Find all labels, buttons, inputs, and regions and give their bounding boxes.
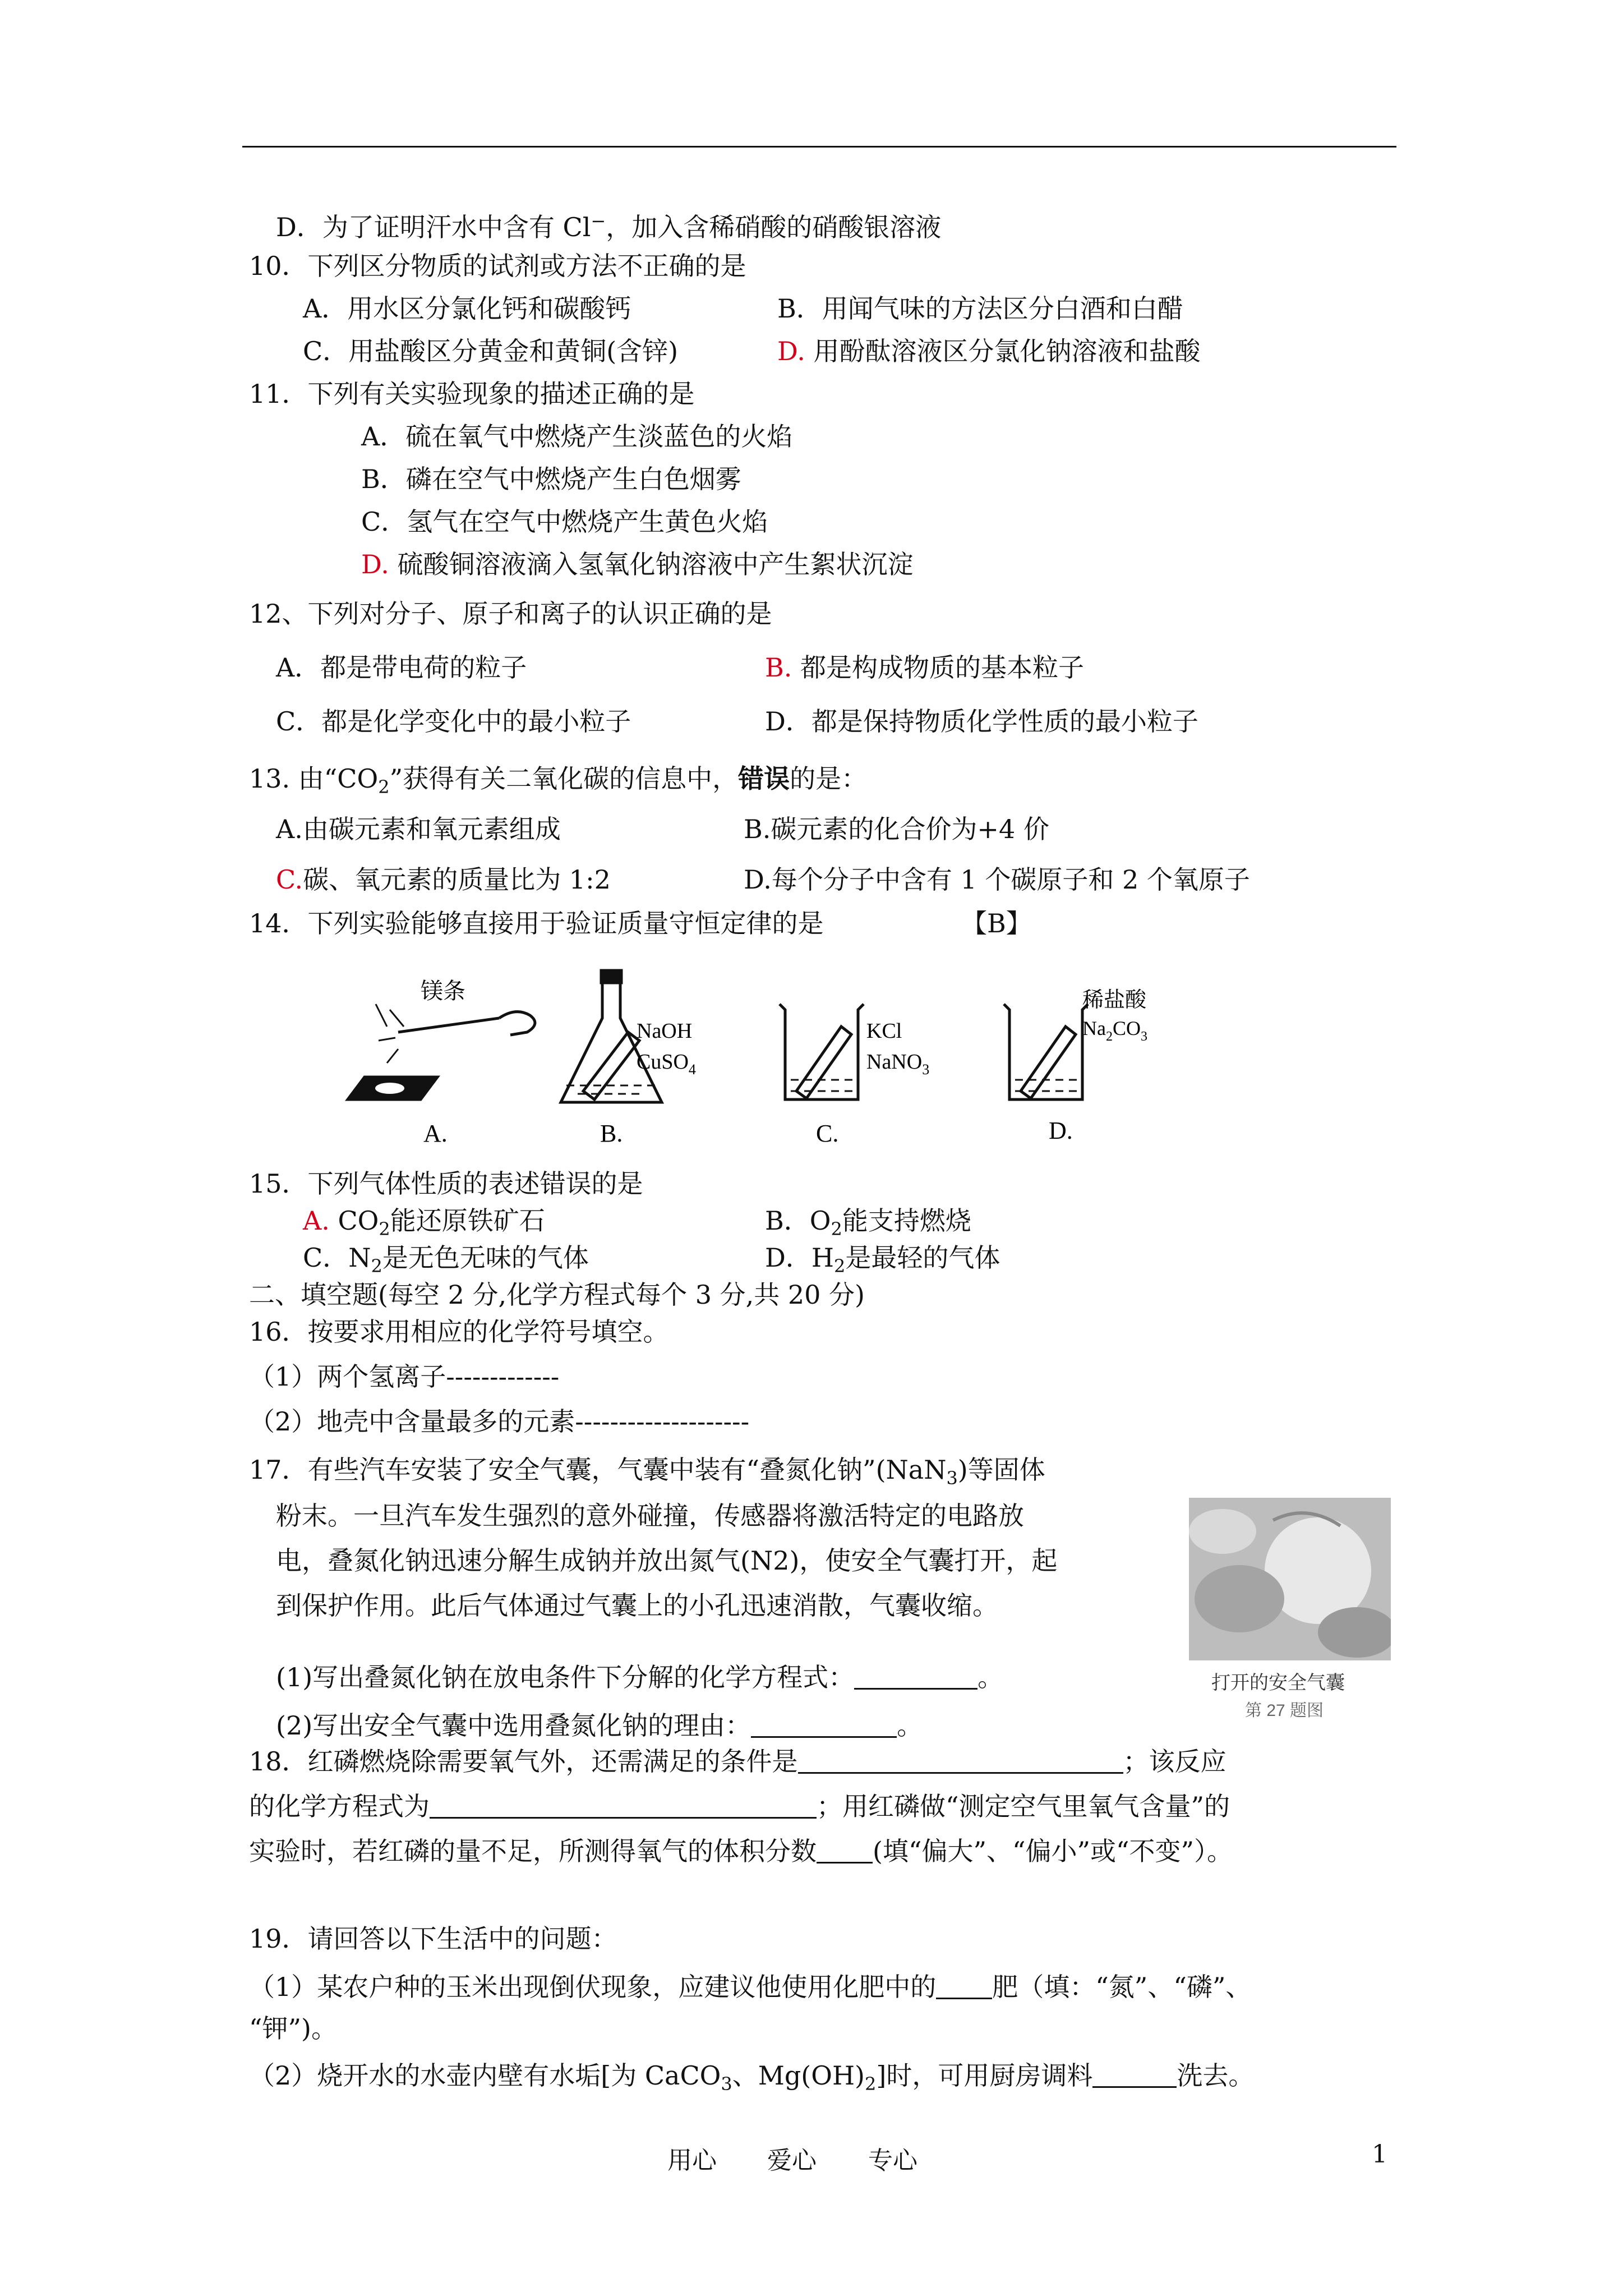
footer-motto-1: 用心	[667, 2146, 717, 2175]
q11-option-c: C．氢气在空气中燃烧产生黄色火焰	[361, 507, 768, 537]
apparatus-a-label: A.	[423, 1120, 448, 1147]
apparatus-a	[348, 1004, 535, 1099]
q14-stem: 14．下列实验能够直接用于验证质量守恒定律的是	[249, 908, 824, 938]
q10-option-a: A．用水区分氯化钙和碳酸钙	[303, 293, 631, 324]
q17-line1: 17．有些汽车安装了安全气囊，气囊中装有“叠氮化钠”(NaN$_3$)等固体	[249, 1455, 1045, 1489]
apparatus-d	[1004, 1004, 1088, 1099]
q13-option-a: A.由碳元素和氧元素组成	[276, 814, 561, 844]
apparatus-c-text2: NaNO$_3$	[866, 1050, 930, 1078]
q19-part1-cont: “钾”)。	[249, 2013, 337, 2044]
q17-line3: 电，叠氮化钠迅速分解生成钠并放出氮气(N2)，使安全气囊打开，起	[276, 1545, 1058, 1576]
q13-stem: 13. 由“$CO_2$”获得有关二氧化碳的信息中，错误的是：	[249, 763, 868, 798]
airbag-image	[1189, 1498, 1391, 1660]
q11-stem: 11．下列有关实验现象的描述正确的是	[249, 379, 695, 409]
page-number: 1	[1372, 2140, 1387, 2169]
q17-line2: 粉末。一旦汽车发生强烈的意外碰撞，传感器将激活特定的电路放	[276, 1501, 1024, 1531]
apparatus-b-label: B.	[600, 1120, 623, 1147]
footer-motto-3: 专心	[868, 2146, 917, 2175]
q10-option-d: D. 用酚酞溶液区分氯化钠溶液和盐酸	[777, 336, 1201, 366]
q19-part2: （2）烧开水的水壶内壁有水垢[为 CaCO$_3$、$Mg(OH)_2$]时，可用厨房调料 洗去。	[249, 2060, 1255, 2095]
apparatus-a-text: 镁条	[421, 978, 465, 1004]
q12-stem: 12、下列对分子、原子和离子的认识正确的是	[249, 599, 772, 629]
q19-part1: （1）某农户种的玉米出现倒伏现象，应建议他使用化肥中的 肥（填：“氮”、“磷”、	[249, 1972, 1252, 2002]
q10-stem: 10．下列区分物质的试剂或方法不正确的是	[249, 251, 746, 281]
apparatus-d-text2: $Na_2CO_3$	[1082, 1017, 1147, 1044]
q13-option-c: C.碳、氧元素的质量比为 1:2	[276, 864, 611, 895]
q10-option-c: C．用盐酸区分黄金和黄铜(含锌)	[303, 336, 679, 366]
q12-option-d: D．都是保持物质化学性质的最小粒子	[765, 706, 1198, 737]
apparatus-b-text2: CuSO$_4$	[637, 1050, 696, 1078]
q16-part1: （1）两个氢离子-------------	[249, 1361, 560, 1392]
apparatus-c-label: C.	[816, 1120, 839, 1147]
q15-option-c: C．$N_2$是无色无味的气体	[303, 1243, 589, 1277]
q11-option-a: A．硫在氧气中燃烧产生淡蓝色的火焰	[361, 421, 793, 452]
q14-answer: 【B】	[961, 908, 1032, 938]
q15-option-d: D．$H_2$是最轻的气体	[765, 1243, 1000, 1277]
q13-option-b: B.碳元素的化合价为+4 价	[744, 814, 1049, 844]
q15-option-a: A. $CO_2$能还原铁矿石	[303, 1205, 545, 1240]
q12-option-c: C．都是化学变化中的最小粒子	[276, 706, 631, 737]
apparatus-c-text1: KCl	[866, 1019, 902, 1043]
q12-option-a: A．都是带电荷的粒子	[276, 652, 527, 683]
footer-motto-2: 爱心	[767, 2146, 817, 2175]
q11-option-b: B．磷在空气中燃烧产生白色烟雾	[361, 464, 741, 494]
q12-option-b: B. 都是构成物质的基本粒子	[765, 652, 1085, 683]
q10-option-b: B．用闻气味的方法区分白酒和白醋	[777, 293, 1183, 324]
q19-stem: 19．请回答以下生活中的问题：	[249, 1924, 617, 1954]
q16-stem: 16．按要求用相应的化学符号填空。	[249, 1317, 669, 1347]
q15-option-b: B．$O_2$能支持燃烧	[765, 1205, 971, 1240]
airbag-figure-number: 第 27 题图	[1245, 1701, 1324, 1720]
q13-option-d: D.每个分子中含有 1 个碳原子和 2 个氧原子	[744, 864, 1250, 895]
q17-line4: 到保护作用。此后气体通过气囊上的小孔迅速消散，气囊收缩。	[276, 1590, 998, 1621]
q15-stem: 15．下列气体性质的表述错误的是	[249, 1168, 643, 1199]
q18-line2: 的化学方程式为 ；用红磷做“测定空气里氧气含量”的	[249, 1791, 1230, 1821]
apparatus-c	[780, 1004, 864, 1099]
apparatus-d-text1: 稀盐酸	[1082, 988, 1147, 1012]
q16-part2: （2）地壳中含量最多的元素--------------------	[249, 1406, 750, 1437]
q17-question1: (1)写出叠氮化钠在放电条件下分解的化学方程式： 。	[276, 1662, 1004, 1692]
q14-apparatus-figure	[336, 965, 1301, 1156]
section-heading: 二、填空题(每空 2 分,化学方程式每个 3 分,共 20 分)	[249, 1280, 865, 1310]
q11-option-d: D. 硫酸铜溶液滴入氢氧化钠溶液中产生絮状沉淀	[361, 549, 914, 579]
q9-option-d: D．为了证明汗水中含有 Cl−，加入含稀硝酸的硝酸银溶液	[276, 210, 942, 242]
apparatus-d-label: D.	[1049, 1117, 1073, 1144]
airbag-caption: 打开的安全气囊	[1211, 1672, 1345, 1694]
header-rule	[242, 146, 1396, 148]
apparatus-b-text1: NaOH	[637, 1019, 693, 1043]
airbag-photo	[1189, 1498, 1391, 1660]
q17-question2: (2)写出安全气囊中选用叠氮化钠的理由： 。	[276, 1710, 923, 1741]
q18-line1: 18．红磷燃烧除需要氧气外，还需满足的条件是 ；该反应	[249, 1746, 1227, 1777]
q18-line3: 实验时，若红磷的量不足，所测得氧气的体积分数 (填“偏大”、“偏小”或“不变”）。	[249, 1836, 1233, 1866]
